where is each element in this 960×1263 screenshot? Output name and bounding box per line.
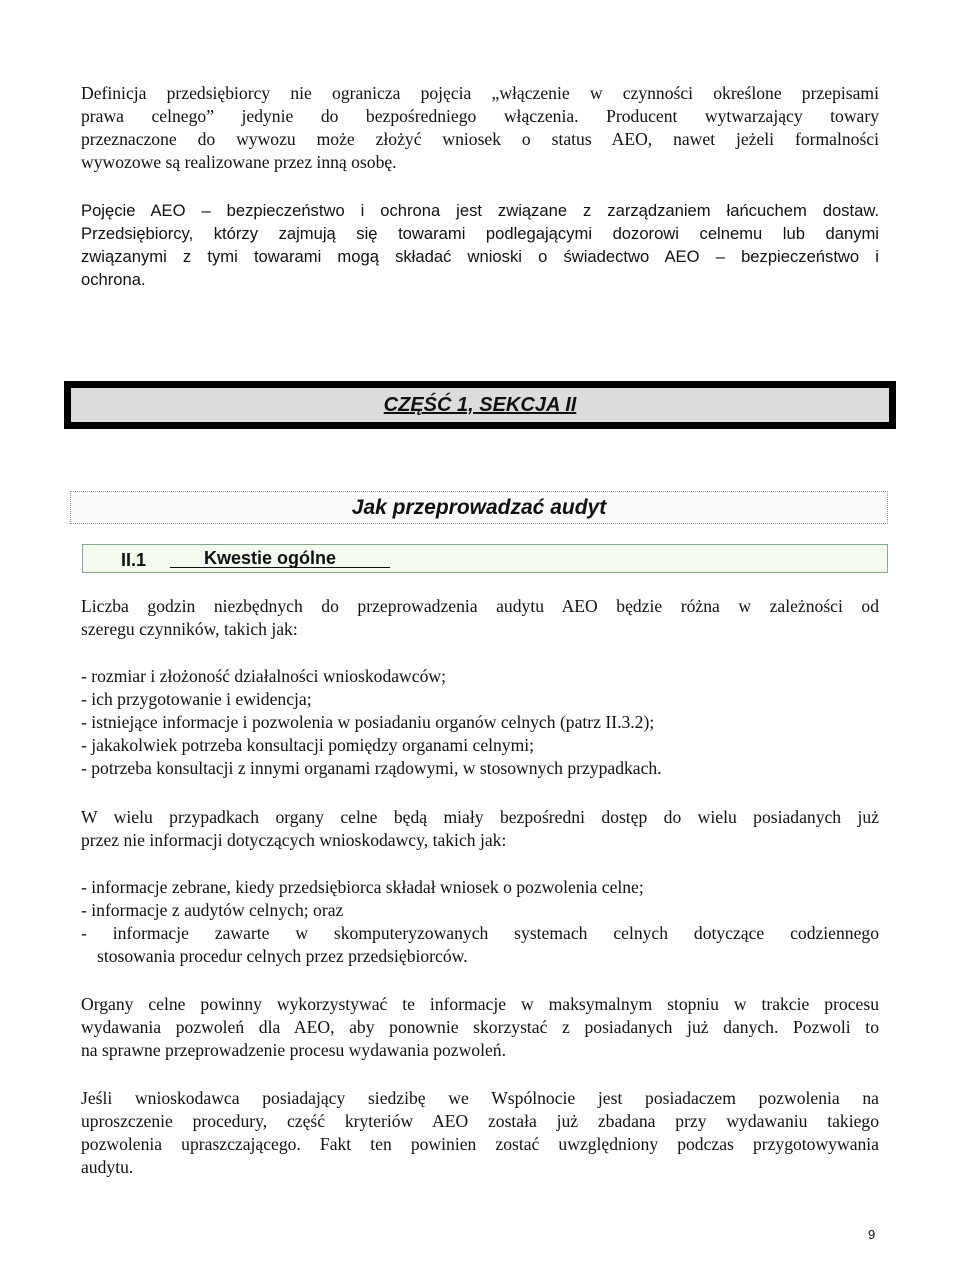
list-item: - potrzeba konsultacji z innymi organami rządowymi, w stosownych przypadkach.: [81, 758, 662, 778]
text-line: przeznaczone do wywozu może złożyć wniosek o status AEO, nawet jeżeli formalności: [81, 129, 879, 149]
list-item: - rozmiar i złożoność działalności wnioskodawców;: [81, 666, 446, 686]
page-number: 9: [868, 1227, 876, 1242]
text-line: prawa celnego” jedynie do bezpośredniego włączenia. Producent wytwarzający towary: [81, 106, 879, 126]
section-subtitle: Jak przeprowadzać audyt: [351, 495, 607, 519]
text-line: Liczba godzin niezbędnych do przeprowadzenia audytu AEO będzie różna w zależności od: [81, 596, 879, 616]
information-list: [81, 876, 879, 968]
text-line: Jeśli wnioskodawca posiadający siedzibę we Wspólnocie jest posiadaczem pozwolenia na: [81, 1088, 879, 1108]
text-line: W wielu przypadkach organy celne będą miały bezpośredni dostęp do wielu posiadanych już: [81, 807, 879, 827]
text-line: pozwolenia upraszczającego. Fakt ten powinien zostać uwzględniony podczas przygotowywania: [81, 1134, 879, 1154]
text-line: Organy celne powinny wykorzystywać te informacje w maksymalnym stopniu w trakcie procesu: [81, 994, 879, 1014]
text-line: na sprawne przeprowadzenie procesu wydawania pozwoleń.: [81, 1040, 506, 1060]
subsection-heading: [82, 544, 888, 573]
text-line: szeregu czynników, takich jak:: [81, 619, 298, 639]
paragraph-definition: [81, 82, 879, 174]
list-item: - istniejące informacje i pozwolenia w posiadaniu organów celnych (patrz II.3.2);: [81, 712, 655, 732]
text-line: Przedsiębiorcy, którzy zajmują się towarami podlegającymi dozorowi celnemu lub danymi: [81, 224, 879, 243]
text-line: audytu.: [81, 1157, 134, 1177]
section-heading-inner: [71, 388, 889, 422]
list-item: - informacje zebrane, kiedy przedsiębiorca składał wniosek o pozwolenia celne;: [81, 877, 644, 897]
text-line: wydawania pozwoleń dla AEO, aby ponownie skorzystać z posiadanych już danych. Pozwoli to: [81, 1017, 879, 1037]
list-item: - informacje zawarte w skomputeryzowanych systemach celnych dotyczące codziennego: [81, 923, 879, 943]
list-item: - ich przygotowanie i ewidencja;: [81, 689, 312, 709]
text-line: wywozowe są realizowane przez inną osobę.: [81, 152, 397, 172]
text-line: Pojęcie AEO – bezpieczeństwo i ochrona jest związane z zarządzaniem łańcuchem dostaw.: [81, 201, 879, 220]
list-item: - jakakolwiek potrzeba konsultacji pomiędzy organami celnymi;: [81, 735, 535, 755]
text-line: uproszczenie procedury, część kryteriów AEO została już zbadana przy wydawaniu takiego: [81, 1111, 879, 1131]
text-line: ochrona.: [81, 270, 146, 289]
text-line: związanymi z tymi towarami mogą składać wnioski o świadectwo AEO – bezpieczeństwo i: [81, 247, 879, 266]
subsection-title: Kwestie ogólne: [170, 550, 390, 568]
subtitle-box: [70, 491, 888, 524]
paragraph-aeo-security: [81, 199, 879, 291]
subsection-number: II.1: [121, 550, 147, 570]
text-line: Definicja przedsiębiorcy nie ogranicza pojęcia „włączenie w czynności określone przepisami: [81, 83, 879, 103]
paragraph-use-information: [81, 993, 879, 1062]
paragraph-customs-access: [81, 806, 879, 852]
section-heading-box: [64, 381, 896, 429]
list-item: - informacje z audytów celnych; oraz: [81, 900, 344, 920]
factors-list: [81, 665, 879, 780]
paragraph-audit-hours: [81, 595, 879, 641]
text-line: przez nie informacji dotyczących wnioskodawcy, takich jak:: [81, 830, 507, 850]
paragraph-simplified-procedure: [81, 1087, 879, 1179]
list-item-continuation: stosowania procedur celnych przez przedsiębiorców.: [97, 946, 468, 966]
section-title: CZĘŚĆ 1, SEKCJA II: [383, 393, 577, 416]
